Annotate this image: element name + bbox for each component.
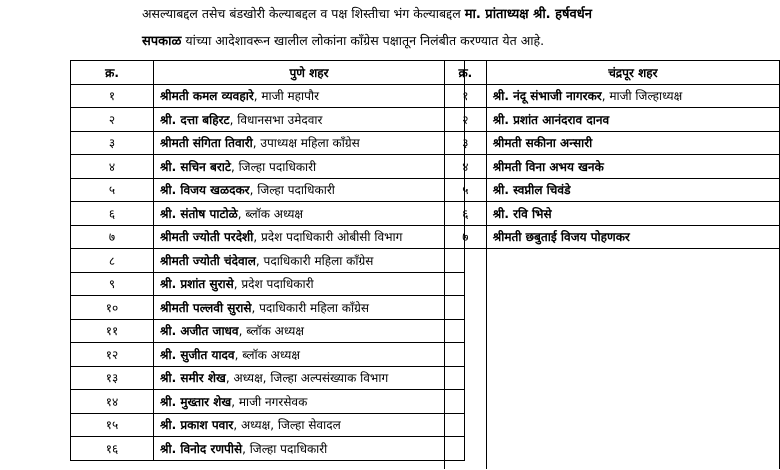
serial-number: १० xyxy=(71,296,154,320)
member-entry xyxy=(486,155,779,179)
serial-number: १ xyxy=(71,84,154,108)
member-entry xyxy=(154,131,465,155)
table-row xyxy=(71,202,465,226)
member-name: श्री. संतोष पाटोळे xyxy=(160,206,238,221)
member-name: श्री. रवि भिसे xyxy=(492,206,552,221)
member-name: श्री. नंदू संभाजी नागरकर xyxy=(492,89,602,104)
serial-number: ६ xyxy=(71,202,154,226)
serial-number: ३ xyxy=(71,131,154,155)
member-name: श्री. सुजीत यादव xyxy=(160,347,235,362)
table-row xyxy=(445,131,780,155)
table-row xyxy=(71,296,465,320)
empty-cell xyxy=(445,249,487,470)
member-name: श्री. दत्ता बहिरट xyxy=(160,112,230,127)
table-row xyxy=(445,155,780,179)
table-row xyxy=(71,413,465,437)
member-role: , माजी महापौर xyxy=(253,89,319,104)
member-role: , प्रदेश पदाधिकारी xyxy=(233,277,314,292)
serial-number: ५ xyxy=(445,178,487,202)
serial-number: ८ xyxy=(71,249,154,273)
table-row xyxy=(71,155,465,179)
serial-number: ७ xyxy=(71,225,154,249)
serial-number: १ xyxy=(445,84,487,108)
member-entry xyxy=(486,84,779,108)
member-name: श्रीमती विना अभय खनके xyxy=(492,159,604,174)
city-header: पुणे शहर xyxy=(154,61,465,85)
member-name: श्रीमती कमल व्यवहारे xyxy=(160,89,254,104)
intro-line1-bold: मा. प्रांताध्यक्ष श्री. हर्षवर्धन xyxy=(464,7,592,22)
intro-line2-text: यांच्या आदेशावरून खालील लोकांना कॉंग्रेस पक्षातून निलंबीत करण्यात येत आहे. xyxy=(185,33,545,48)
member-entry xyxy=(154,413,465,437)
member-name: श्रीमती छबुताई विजय पोहणकर xyxy=(492,230,630,245)
table-row xyxy=(445,84,780,108)
member-entry xyxy=(154,249,465,273)
member-role: , प्रदेश पदाधिकारी ओबीसी विभाग xyxy=(253,230,403,245)
table-row xyxy=(71,343,465,367)
member-entry xyxy=(154,366,465,390)
member-role: , माजी जिल्हाध्यक्ष xyxy=(601,89,683,104)
member-name: श्री. प्रशांत सुरासे xyxy=(160,277,234,292)
intro-line2-bold: सपकाळ xyxy=(142,34,182,49)
member-role: , जिल्हा पदाधिकारी xyxy=(230,159,317,174)
member-role: , ब्लॉक अध्यक्ष xyxy=(234,347,300,362)
sr-header: क्र. xyxy=(445,61,487,85)
member-name: श्री. प्रकाश पवार xyxy=(160,418,234,433)
member-entry xyxy=(486,108,779,132)
empty-row xyxy=(445,249,780,470)
member-role: , अध्यक्ष, जिल्हा अल्पसंख्याक विभाग xyxy=(225,371,389,386)
member-entry xyxy=(154,225,465,249)
member-name: श्रीमती सकीना अन्सारी xyxy=(492,136,593,151)
serial-number: २ xyxy=(71,108,154,132)
table-row xyxy=(445,108,780,132)
member-role: , पदाधिकारी महिला कॉंग्रेस xyxy=(255,253,374,268)
serial-number: ४ xyxy=(71,155,154,179)
member-name: श्री. विनोद रणपीसे xyxy=(160,441,243,456)
member-role: , जिल्हा पदाधिकारी xyxy=(249,183,335,198)
member-name: श्रीमती पल्लवी सुरासे xyxy=(160,300,252,315)
intro-line-2 xyxy=(142,27,544,55)
intro-line1-text: असल्याबद्दल तसेच बंडखोरी केल्याबद्दल व पक्ष शिस्तीचा भंग केल्याबद्दल xyxy=(142,6,461,21)
member-entry xyxy=(154,296,465,320)
member-entry xyxy=(486,202,779,226)
member-role: , पदाधिकारी महिला कॉंग्रेस xyxy=(251,300,369,315)
member-role: , ब्लॉक अध्यक्ष xyxy=(237,206,304,221)
member-entry xyxy=(154,272,465,296)
table-row xyxy=(71,84,465,108)
serial-number: ९ xyxy=(71,272,154,296)
member-name: श्री. सचिन बराटे xyxy=(160,159,231,174)
member-entry xyxy=(486,131,779,155)
member-name: श्री. समीर शेख xyxy=(160,371,226,386)
member-role: , ब्लॉक अध्यक्ष xyxy=(238,324,304,339)
serial-number: ३ xyxy=(445,131,487,155)
serial-number: ७ xyxy=(445,225,487,249)
table-row xyxy=(71,178,465,202)
table-row xyxy=(71,108,465,132)
member-role: , जिल्हा पदाधिकारी xyxy=(242,441,328,456)
member-role: , उपाध्यक्ष महिला कॉंग्रेस xyxy=(252,136,360,151)
table-row xyxy=(71,366,465,390)
member-name: श्री. प्रशांत आनंदराव दानव xyxy=(492,112,610,127)
chandrapur-city-table xyxy=(444,60,780,469)
member-entry xyxy=(154,108,465,132)
member-entry xyxy=(486,225,779,249)
member-name: श्री. अजीत जाधव xyxy=(160,324,239,339)
table-row xyxy=(71,249,465,273)
serial-number: १६ xyxy=(71,437,154,461)
member-entry xyxy=(154,319,465,343)
member-entry xyxy=(154,343,465,367)
sr-header: क्र. xyxy=(71,61,154,85)
pune-city-table xyxy=(70,60,465,461)
empty-cell xyxy=(486,249,779,470)
table-row xyxy=(445,202,780,226)
table-row xyxy=(71,131,465,155)
table-row xyxy=(71,390,465,414)
member-name: श्री. स्वप्नील चिवंडे xyxy=(492,183,571,198)
member-entry xyxy=(154,390,465,414)
member-entry xyxy=(154,178,465,202)
city-header: चंद्रपूर शहर xyxy=(486,61,779,85)
serial-number: ११ xyxy=(71,319,154,343)
serial-number: २ xyxy=(445,108,487,132)
table-row xyxy=(71,272,465,296)
member-name: श्रीमती संगिता तिवारी xyxy=(160,136,253,151)
member-role: , माजी नगरसेवक xyxy=(231,394,308,409)
table-row xyxy=(445,178,780,202)
table-row xyxy=(71,437,465,461)
serial-number: १४ xyxy=(71,390,154,414)
member-entry xyxy=(154,84,465,108)
serial-number: १२ xyxy=(71,343,154,367)
table-row xyxy=(71,319,465,343)
member-role: , विधानसभा उमेदवार xyxy=(229,112,323,127)
serial-number: ४ xyxy=(445,155,487,179)
serial-number: १३ xyxy=(71,366,154,390)
member-name: श्रीमती ज्योती परदेशी xyxy=(160,230,254,245)
table-row xyxy=(71,225,465,249)
member-entry xyxy=(154,437,465,461)
member-name: श्री. विजय खळदकर xyxy=(160,183,250,198)
member-entry xyxy=(154,202,465,226)
member-name: श्रीमती ज्योती चंदेवाल xyxy=(160,253,256,268)
member-entry xyxy=(154,155,465,179)
member-role: , अध्यक्ष, जिल्हा सेवादल xyxy=(233,418,341,433)
intro-line-1 xyxy=(142,0,592,28)
serial-number: ५ xyxy=(71,178,154,202)
serial-number: ६ xyxy=(445,202,487,226)
table-row xyxy=(445,225,780,249)
member-entry xyxy=(486,178,779,202)
serial-number: १५ xyxy=(71,413,154,437)
member-name: श्री. मुख्तार शेख xyxy=(160,394,232,409)
